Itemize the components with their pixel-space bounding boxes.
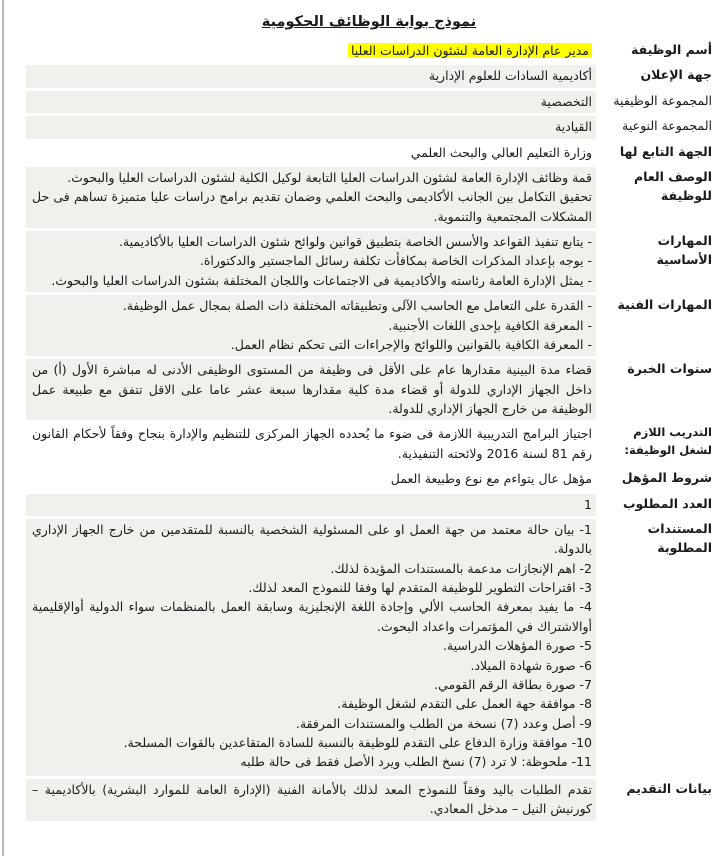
row-value: وزارة التعليم العالي والبحث العلمي bbox=[410, 144, 592, 160]
row-label: الوصف العام للوظيفة bbox=[633, 168, 712, 203]
document-item: 3- اقتراحات التطوير للوظيفة المتقدم لها وفقا للنموذج المعد لذلك. bbox=[248, 580, 592, 595]
page-title: نموذج بوابة الوظائف الحكومية bbox=[261, 14, 477, 30]
row-label: المهارات الأساسية bbox=[656, 233, 712, 267]
document-item: 6- صورة شهادة الميلاد. bbox=[470, 657, 592, 673]
row-qualitative-group bbox=[26, 116, 712, 138]
row-label: الجهة التابع لها bbox=[619, 143, 712, 159]
row-label: التدريب اللازم لشغل الوظيفة: bbox=[624, 425, 712, 457]
document-item: 7- صورة بطاقة الرقم القومي. bbox=[434, 676, 592, 692]
row-value bbox=[26, 167, 596, 228]
row-value bbox=[26, 231, 596, 292]
row-parent-authority bbox=[26, 142, 712, 164]
row-value: مؤهل عال يتواءم مع نوع وطبيعة العمل bbox=[390, 471, 592, 487]
document-item: 2- اهم الإنجازات مدعمة بالمستندات المؤيدة لذلك. bbox=[330, 560, 592, 576]
description-line: قمة وظائف الإدارة العامة لشئون الدراسات العليا التابعة لوكيل الكلية لشئون الدراسات العليا والبحوث. bbox=[67, 169, 592, 185]
row-value: تقدم الطلبات باليد وفقاً للنموذج المعد لذلك بالأمانة الفنية (الإدارة العامة للموارد البشرية) بالأكاديمية – كورنيش النيل – مدخل المعادي. bbox=[26, 779, 596, 821]
row-job-title bbox=[26, 40, 712, 62]
row-value: قضاء مدة البينية مقدارها عام على الأقل فى وظيفة من المستوى الوظيفى الأدنى له مباشرة الأول (أ) من داخل الجهاز الإداري للدولة أو قضاء مدة كلية مقدارها سبعة عشر عاما على الاقل تتفق مع طبيعة عمل الوظيفة من خارج الجهاز الإداري للدولة. bbox=[26, 359, 596, 420]
row-value: أكاديمية السادات للعلوم الإدارية bbox=[26, 65, 596, 87]
document-item: 10- موافقة وزارة الدفاع على التقدم للوظيفة بالنسبة للسادة المتقاعدين بالقوات المسلحة. bbox=[123, 735, 592, 750]
skill-item: - القدرة على التعامل مع الحاسب الآلى وتطبيقاته المختلفة ذات الصلة بمجال عمل الوظيفة. bbox=[122, 298, 592, 314]
document-item: 8- موافقة جهة العمل على التقدم لشغل الوظيفة. bbox=[337, 696, 592, 712]
row-label: المهارات الفنية bbox=[617, 297, 712, 313]
row-announcing-entity bbox=[26, 65, 712, 87]
row-basic-skills bbox=[26, 231, 712, 292]
row-label: العدد المطلوب bbox=[622, 495, 712, 511]
page-edge-line bbox=[2, 0, 4, 856]
row-label: بيانات التقديم bbox=[626, 780, 712, 796]
row-label: المجموعة الوظيفية bbox=[613, 92, 712, 108]
document-item: 9- أصل وعدد (7) نسخة من الطلب والمستندات المرفقة. bbox=[295, 715, 592, 731]
document-item: 5- صورة المؤهلات الدراسية. bbox=[442, 638, 592, 654]
row-general-description bbox=[26, 167, 712, 228]
row-label: شروط المؤهل bbox=[621, 470, 712, 486]
row-label: جهة الإعلان bbox=[640, 67, 712, 83]
row-application-info bbox=[26, 779, 712, 821]
row-value bbox=[26, 295, 596, 356]
row-value bbox=[26, 519, 596, 776]
skill-item: - يتابع تنفيذ القواعد والأسس الخاصة بتطبيق قوانين ولوائح شئون الدراسات العليا بالأكاديمية. bbox=[118, 234, 592, 249]
row-value: القيادية bbox=[26, 116, 596, 138]
row-years-of-experience bbox=[26, 359, 712, 420]
skill-item: - المعرفة الكافية بالقوانين واللوائح والإجراءات التى تحكم نظام العمل. bbox=[230, 336, 592, 352]
row-value bbox=[26, 40, 596, 62]
skill-item: - يمثل الإدارة العامة رئاسته والأكاديمية فى الاجتماعات واللجان المختلفة بشئون الدراسات العليا والبحوث. bbox=[51, 272, 592, 288]
row-value: اجتياز البرامج التدريبية اللازمة فى ضوء ما يُحدده الجهاز المركزى للتنظيم والإدارة بنجاح وفقاً لأحكام القانون رقم 81 لسنة 2016 ولائحته التنفيذية. bbox=[32, 426, 592, 461]
row-qualification-conditions bbox=[26, 468, 712, 490]
document-item: 1- بيان حالة معتمد من جهة العمل او على المسئولية الشخصية بالنسبة للمتقدمين من خارج الجهاز الإداري بالدولة. bbox=[32, 521, 592, 557]
skill-item: - يوجه بإعداد المذكرات الخاصة بمكافأت تكلفة رسائل الماجستير والدكتوراة. bbox=[199, 253, 592, 269]
row-required-documents bbox=[26, 519, 712, 776]
row-label: أسم الوظيفة bbox=[631, 42, 712, 57]
row-required-training bbox=[26, 423, 712, 465]
row-value: 1 bbox=[26, 494, 596, 516]
row-functional-group bbox=[26, 91, 712, 113]
row-label: المستندات المطلوبة bbox=[647, 520, 712, 555]
row-technical-skills bbox=[26, 295, 712, 356]
description-line: تحقيق التكامل بين الجانب الأكاديمى والبحث العلمي وضمان تقديم برامج دراسات عليا متميزة تساهم فى حل المشكلات المجتمعية والتنموية. bbox=[32, 189, 592, 224]
document-item: 11- ملحوظة: لا ترد (7) نسخ الطلب ويرد الأصل فقط فى حالة طلبه bbox=[240, 754, 592, 770]
row-value: التخصصية bbox=[26, 91, 596, 113]
row-label: المجموعة النوعية bbox=[622, 118, 712, 134]
row-required-count bbox=[26, 494, 712, 516]
row-label: سنوات الخبرة bbox=[627, 361, 712, 377]
skill-item: - المعرفة الكافية بإحدى اللغات الأجنبية. bbox=[388, 317, 592, 333]
document-item: 4- ما يفيد بمعرفة الحاسب الألي وإجادة اللغة الإنجليزية وسابقة العمل بالمنظمات سواء الدولية أوالإقليمية أوالاشتراك في المؤتمرات واعداد البحوث. bbox=[32, 599, 592, 634]
highlighted-job-title: مدير عام الإدارة العامة لشئون الدراسات العليا bbox=[348, 43, 592, 58]
